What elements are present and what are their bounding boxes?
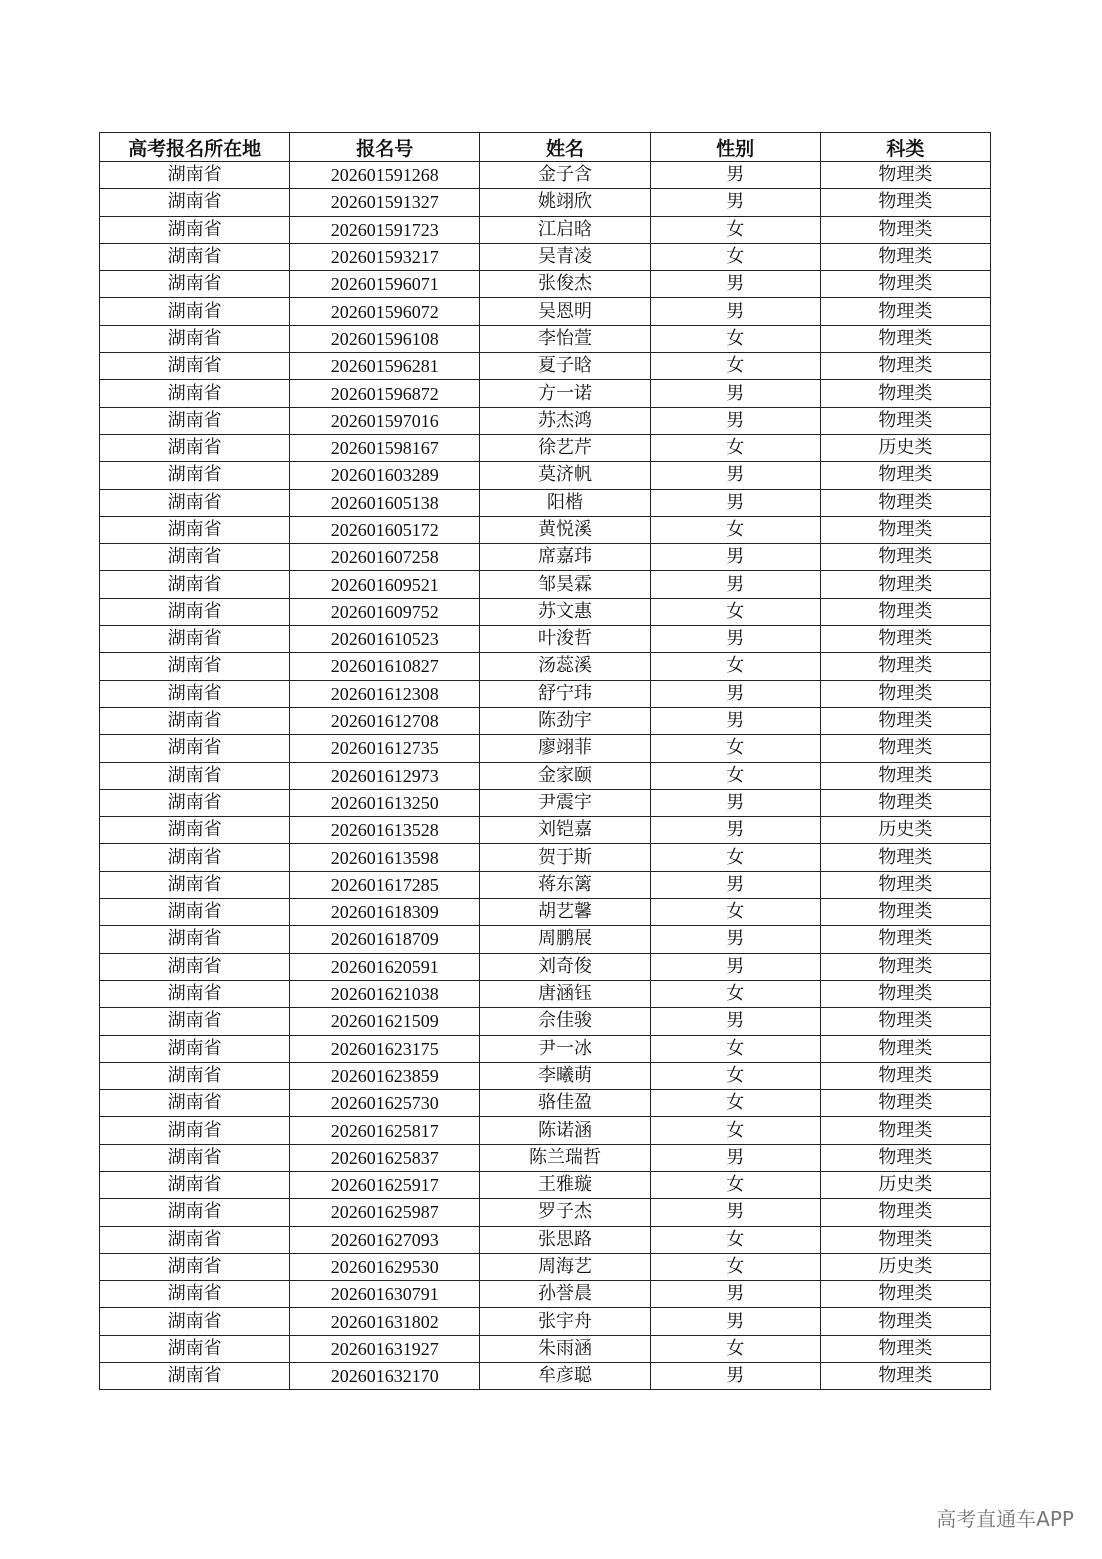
cell-gender: 男 (650, 462, 820, 489)
cell-registration-number: 202601593217 (290, 243, 480, 270)
cell-name: 叶浚哲 (480, 626, 650, 653)
table-row (100, 243, 991, 270)
cell-name: 吴青凌 (480, 243, 650, 270)
cell-subject-category: 历史类 (820, 817, 990, 844)
cell-name: 廖翊菲 (480, 735, 650, 762)
cell-location: 湖南省 (100, 189, 290, 216)
cell-name: 尹震宇 (480, 789, 650, 816)
cell-name: 胡艺馨 (480, 899, 650, 926)
table-row (100, 1199, 991, 1226)
cell-name: 江启晗 (480, 216, 650, 243)
cell-location: 湖南省 (100, 817, 290, 844)
cell-name: 黄悦溪 (480, 516, 650, 543)
cell-location: 湖南省 (100, 544, 290, 571)
cell-subject-category: 物理类 (820, 1335, 990, 1362)
cell-subject-category: 物理类 (820, 680, 990, 707)
cell-location: 湖南省 (100, 325, 290, 352)
cell-gender: 男 (650, 707, 820, 734)
table-row (100, 871, 991, 898)
cell-location: 湖南省 (100, 1281, 290, 1308)
cell-registration-number: 202601605138 (290, 489, 480, 516)
cell-registration-number: 202601596072 (290, 298, 480, 325)
cell-location: 湖南省 (100, 1308, 290, 1335)
cell-name: 李曦萌 (480, 1062, 650, 1089)
cell-gender: 女 (650, 1090, 820, 1117)
cell-registration-number: 202601625730 (290, 1090, 480, 1117)
cell-registration-number: 202601621038 (290, 980, 480, 1007)
cell-registration-number: 202601630791 (290, 1281, 480, 1308)
cell-subject-category: 物理类 (820, 162, 990, 189)
cell-subject-category: 物理类 (820, 325, 990, 352)
cell-location: 湖南省 (100, 653, 290, 680)
cell-gender: 女 (650, 1226, 820, 1253)
cell-name: 金子含 (480, 162, 650, 189)
cell-gender: 男 (650, 1363, 820, 1390)
table-row (100, 189, 991, 216)
table-row (100, 1144, 991, 1171)
header-subject-category: 科类 (820, 133, 990, 162)
table-row (100, 735, 991, 762)
table-row (100, 980, 991, 1007)
cell-subject-category: 物理类 (820, 1035, 990, 1062)
table-row (100, 1363, 991, 1390)
cell-registration-number: 202601618309 (290, 899, 480, 926)
cell-gender: 女 (650, 735, 820, 762)
table-row (100, 626, 991, 653)
cell-gender: 男 (650, 271, 820, 298)
cell-subject-category: 物理类 (820, 953, 990, 980)
cell-subject-category: 历史类 (820, 434, 990, 461)
roster-table-body (100, 162, 991, 1390)
cell-subject-category: 物理类 (820, 1008, 990, 1035)
cell-gender: 女 (650, 844, 820, 871)
cell-gender: 女 (650, 353, 820, 380)
cell-gender: 女 (650, 434, 820, 461)
cell-location: 湖南省 (100, 1226, 290, 1253)
cell-registration-number: 202601609752 (290, 598, 480, 625)
cell-subject-category: 物理类 (820, 626, 990, 653)
cell-gender: 女 (650, 216, 820, 243)
cell-gender: 女 (650, 762, 820, 789)
cell-location: 湖南省 (100, 1253, 290, 1280)
cell-subject-category: 物理类 (820, 1144, 990, 1171)
cell-location: 湖南省 (100, 243, 290, 270)
cell-name: 孙誉晨 (480, 1281, 650, 1308)
cell-gender: 女 (650, 899, 820, 926)
cell-name: 徐艺芹 (480, 434, 650, 461)
cell-gender: 男 (650, 571, 820, 598)
cell-registration-number: 202601623859 (290, 1062, 480, 1089)
table-row (100, 844, 991, 871)
cell-registration-number: 202601629530 (290, 1253, 480, 1280)
cell-subject-category: 物理类 (820, 926, 990, 953)
table-row (100, 1117, 991, 1144)
cell-registration-number: 202601613598 (290, 844, 480, 871)
cell-gender: 男 (650, 544, 820, 571)
cell-location: 湖南省 (100, 953, 290, 980)
cell-subject-category: 物理类 (820, 735, 990, 762)
cell-name: 刘奇俊 (480, 953, 650, 980)
table-row (100, 380, 991, 407)
cell-gender: 女 (650, 325, 820, 352)
cell-registration-number: 202601625917 (290, 1171, 480, 1198)
table-row (100, 216, 991, 243)
cell-name: 吴恩明 (480, 298, 650, 325)
cell-registration-number: 202601632170 (290, 1363, 480, 1390)
cell-subject-category: 物理类 (820, 462, 990, 489)
cell-name: 席嘉玮 (480, 544, 650, 571)
cell-subject-category: 物理类 (820, 789, 990, 816)
cell-name: 刘铠嘉 (480, 817, 650, 844)
cell-name: 汤蕊溪 (480, 653, 650, 680)
cell-gender: 女 (650, 653, 820, 680)
cell-location: 湖南省 (100, 434, 290, 461)
cell-registration-number: 202601598167 (290, 434, 480, 461)
cell-gender: 男 (650, 817, 820, 844)
cell-location: 湖南省 (100, 571, 290, 598)
table-row (100, 1062, 991, 1089)
cell-name: 夏子晗 (480, 353, 650, 380)
table-row (100, 489, 991, 516)
cell-gender: 男 (650, 953, 820, 980)
table-row (100, 407, 991, 434)
cell-location: 湖南省 (100, 1117, 290, 1144)
cell-location: 湖南省 (100, 871, 290, 898)
cell-registration-number: 202601617285 (290, 871, 480, 898)
cell-registration-number: 202601591268 (290, 162, 480, 189)
cell-location: 湖南省 (100, 899, 290, 926)
cell-gender: 男 (650, 189, 820, 216)
cell-location: 湖南省 (100, 598, 290, 625)
cell-gender: 女 (650, 1062, 820, 1089)
cell-registration-number: 202601631927 (290, 1335, 480, 1362)
cell-gender: 女 (650, 243, 820, 270)
cell-registration-number: 202601612708 (290, 707, 480, 734)
cell-subject-category: 物理类 (820, 1117, 990, 1144)
cell-registration-number: 202601591327 (290, 189, 480, 216)
table-row (100, 462, 991, 489)
cell-location: 湖南省 (100, 1171, 290, 1198)
cell-name: 王雅璇 (480, 1171, 650, 1198)
cell-name: 周海艺 (480, 1253, 650, 1280)
cell-registration-number: 202601597016 (290, 407, 480, 434)
cell-name: 苏文惠 (480, 598, 650, 625)
cell-name: 方一诺 (480, 380, 650, 407)
cell-gender: 女 (650, 1253, 820, 1280)
cell-registration-number: 202601621509 (290, 1008, 480, 1035)
table-row (100, 271, 991, 298)
cell-gender: 女 (650, 1035, 820, 1062)
cell-subject-category: 物理类 (820, 271, 990, 298)
cell-subject-category: 历史类 (820, 1253, 990, 1280)
table-row (100, 953, 991, 980)
cell-gender: 男 (650, 926, 820, 953)
cell-subject-category: 物理类 (820, 571, 990, 598)
table-row (100, 926, 991, 953)
cell-name: 张俊杰 (480, 271, 650, 298)
cell-registration-number: 202601612735 (290, 735, 480, 762)
table-row (100, 1035, 991, 1062)
cell-name: 尹一冰 (480, 1035, 650, 1062)
cell-subject-category: 物理类 (820, 707, 990, 734)
cell-gender: 男 (650, 380, 820, 407)
cell-location: 湖南省 (100, 980, 290, 1007)
roster-table-header (100, 133, 991, 162)
cell-gender: 女 (650, 598, 820, 625)
cell-registration-number: 202601625817 (290, 1117, 480, 1144)
header-gender: 性别 (650, 133, 820, 162)
cell-registration-number: 202601620591 (290, 953, 480, 980)
cell-name: 唐涵钰 (480, 980, 650, 1007)
table-row (100, 1281, 991, 1308)
cell-registration-number: 202601612308 (290, 680, 480, 707)
cell-subject-category: 物理类 (820, 353, 990, 380)
cell-registration-number: 202601596872 (290, 380, 480, 407)
cell-subject-category: 物理类 (820, 1308, 990, 1335)
table-row (100, 1335, 991, 1362)
cell-gender: 男 (650, 298, 820, 325)
table-row (100, 680, 991, 707)
cell-subject-category: 物理类 (820, 844, 990, 871)
cell-location: 湖南省 (100, 216, 290, 243)
cell-gender: 男 (650, 871, 820, 898)
cell-name: 舒宁玮 (480, 680, 650, 707)
cell-location: 湖南省 (100, 1090, 290, 1117)
cell-location: 湖南省 (100, 762, 290, 789)
table-row (100, 817, 991, 844)
cell-location: 湖南省 (100, 1035, 290, 1062)
table-row (100, 1308, 991, 1335)
cell-registration-number: 202601618709 (290, 926, 480, 953)
cell-gender: 男 (650, 626, 820, 653)
table-row (100, 1226, 991, 1253)
roster-table (99, 132, 991, 1390)
cell-gender: 女 (650, 980, 820, 1007)
cell-name: 金家颐 (480, 762, 650, 789)
cell-registration-number: 202601610827 (290, 653, 480, 680)
cell-subject-category: 物理类 (820, 1281, 990, 1308)
cell-location: 湖南省 (100, 489, 290, 516)
cell-subject-category: 物理类 (820, 980, 990, 1007)
cell-registration-number: 202601610523 (290, 626, 480, 653)
cell-name: 李怡萱 (480, 325, 650, 352)
cell-registration-number: 202601625987 (290, 1199, 480, 1226)
cell-registration-number: 202601612973 (290, 762, 480, 789)
cell-gender: 男 (650, 1008, 820, 1035)
header-registration-number: 报名号 (290, 133, 480, 162)
cell-location: 湖南省 (100, 162, 290, 189)
cell-name: 张宇舟 (480, 1308, 650, 1335)
table-row (100, 516, 991, 543)
cell-name: 陈劲宇 (480, 707, 650, 734)
cell-subject-category: 历史类 (820, 1171, 990, 1198)
table-row (100, 1090, 991, 1117)
table-row (100, 434, 991, 461)
cell-location: 湖南省 (100, 707, 290, 734)
cell-registration-number: 202601591723 (290, 216, 480, 243)
cell-gender: 男 (650, 680, 820, 707)
cell-name: 朱雨涵 (480, 1335, 650, 1362)
cell-location: 湖南省 (100, 1144, 290, 1171)
table-row (100, 789, 991, 816)
cell-subject-category: 物理类 (820, 598, 990, 625)
cell-gender: 男 (650, 1308, 820, 1335)
cell-subject-category: 物理类 (820, 899, 990, 926)
cell-location: 湖南省 (100, 516, 290, 543)
cell-subject-category: 物理类 (820, 380, 990, 407)
cell-subject-category: 物理类 (820, 871, 990, 898)
header-location: 高考报名所在地 (100, 133, 290, 162)
cell-name: 贺于斯 (480, 844, 650, 871)
table-row (100, 571, 991, 598)
cell-location: 湖南省 (100, 1008, 290, 1035)
cell-name: 姚翊欣 (480, 189, 650, 216)
cell-name: 蒋东篱 (480, 871, 650, 898)
cell-subject-category: 物理类 (820, 544, 990, 571)
cell-gender: 男 (650, 1144, 820, 1171)
cell-location: 湖南省 (100, 271, 290, 298)
table-row (100, 1171, 991, 1198)
table-row (100, 707, 991, 734)
table-row (100, 325, 991, 352)
watermark-text: 高考直通车APP (936, 1507, 1074, 1531)
cell-subject-category: 物理类 (820, 489, 990, 516)
cell-subject-category: 物理类 (820, 189, 990, 216)
cell-location: 湖南省 (100, 844, 290, 871)
cell-name: 佘佳骏 (480, 1008, 650, 1035)
table-row (100, 899, 991, 926)
cell-location: 湖南省 (100, 353, 290, 380)
cell-location: 湖南省 (100, 735, 290, 762)
cell-location: 湖南省 (100, 926, 290, 953)
table-row (100, 544, 991, 571)
table-row (100, 162, 991, 189)
table-row (100, 762, 991, 789)
cell-name: 阳楷 (480, 489, 650, 516)
table-row (100, 598, 991, 625)
cell-location: 湖南省 (100, 1199, 290, 1226)
cell-gender: 男 (650, 1199, 820, 1226)
cell-name: 周鹏展 (480, 926, 650, 953)
cell-registration-number: 202601613250 (290, 789, 480, 816)
table-row (100, 1253, 991, 1280)
cell-gender: 女 (650, 516, 820, 543)
header-row (100, 133, 991, 162)
cell-subject-category: 物理类 (820, 216, 990, 243)
cell-subject-category: 物理类 (820, 1090, 990, 1117)
cell-registration-number: 202601627093 (290, 1226, 480, 1253)
cell-registration-number: 202601596071 (290, 271, 480, 298)
cell-registration-number: 202601631802 (290, 1308, 480, 1335)
header-name: 姓名 (480, 133, 650, 162)
cell-location: 湖南省 (100, 626, 290, 653)
cell-gender: 男 (650, 407, 820, 434)
cell-gender: 男 (650, 1281, 820, 1308)
table-row (100, 298, 991, 325)
cell-subject-category: 物理类 (820, 653, 990, 680)
cell-name: 莫济帆 (480, 462, 650, 489)
cell-location: 湖南省 (100, 1062, 290, 1089)
cell-location: 湖南省 (100, 298, 290, 325)
cell-subject-category: 物理类 (820, 407, 990, 434)
cell-subject-category: 物理类 (820, 298, 990, 325)
cell-subject-category: 物理类 (820, 243, 990, 270)
cell-location: 湖南省 (100, 1335, 290, 1362)
cell-subject-category: 物理类 (820, 1199, 990, 1226)
cell-location: 湖南省 (100, 789, 290, 816)
cell-name: 罗子杰 (480, 1199, 650, 1226)
table-row (100, 1008, 991, 1035)
cell-subject-category: 物理类 (820, 1062, 990, 1089)
cell-name: 陈诺涵 (480, 1117, 650, 1144)
table-row (100, 353, 991, 380)
cell-gender: 男 (650, 789, 820, 816)
cell-gender: 女 (650, 1117, 820, 1144)
table-row (100, 653, 991, 680)
cell-name: 苏杰鸿 (480, 407, 650, 434)
cell-registration-number: 202601607258 (290, 544, 480, 571)
cell-subject-category: 物理类 (820, 762, 990, 789)
cell-subject-category: 物理类 (820, 1226, 990, 1253)
cell-registration-number: 202601623175 (290, 1035, 480, 1062)
cell-registration-number: 202601603289 (290, 462, 480, 489)
cell-location: 湖南省 (100, 380, 290, 407)
cell-registration-number: 202601625837 (290, 1144, 480, 1171)
cell-name: 邹昊霖 (480, 571, 650, 598)
cell-gender: 男 (650, 489, 820, 516)
cell-registration-number: 202601605172 (290, 516, 480, 543)
cell-location: 湖南省 (100, 1363, 290, 1390)
cell-name: 陈兰瑞哲 (480, 1144, 650, 1171)
cell-subject-category: 物理类 (820, 1363, 990, 1390)
cell-gender: 男 (650, 162, 820, 189)
cell-location: 湖南省 (100, 462, 290, 489)
cell-gender: 女 (650, 1171, 820, 1198)
cell-registration-number: 202601596108 (290, 325, 480, 352)
cell-name: 张思路 (480, 1226, 650, 1253)
cell-subject-category: 物理类 (820, 516, 990, 543)
cell-location: 湖南省 (100, 407, 290, 434)
cell-gender: 女 (650, 1335, 820, 1362)
cell-registration-number: 202601613528 (290, 817, 480, 844)
cell-location: 湖南省 (100, 680, 290, 707)
cell-name: 骆佳盈 (480, 1090, 650, 1117)
cell-registration-number: 202601609521 (290, 571, 480, 598)
cell-registration-number: 202601596281 (290, 353, 480, 380)
cell-name: 牟彦聪 (480, 1363, 650, 1390)
